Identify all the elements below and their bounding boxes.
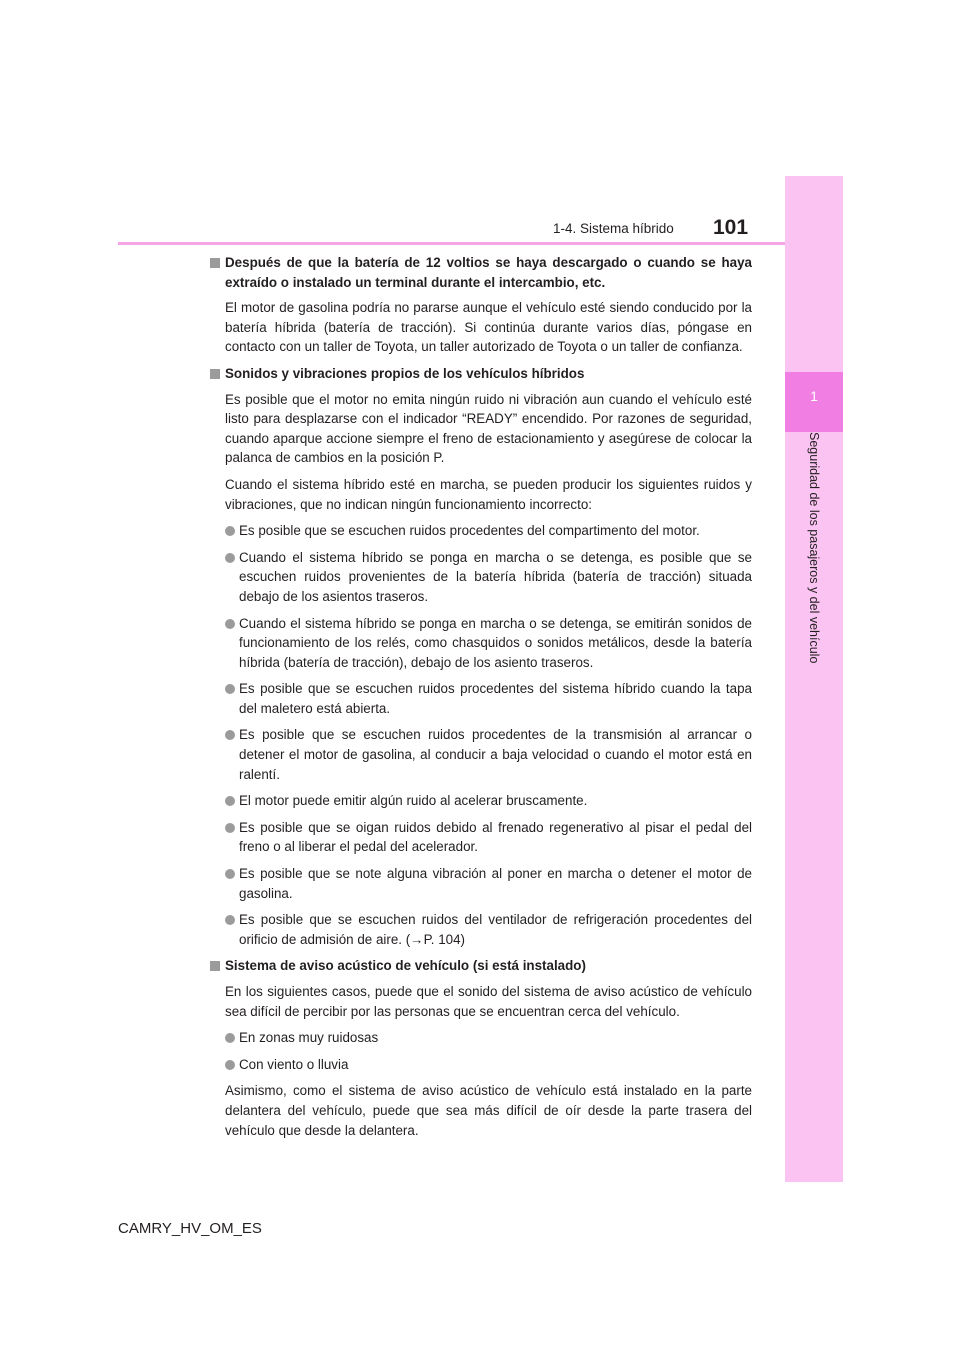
square-bullet-icon xyxy=(210,258,220,268)
circle-bullet-icon xyxy=(225,730,235,740)
section-heading-text: Sistema de aviso acústico de vehículo (si está instalado) xyxy=(225,958,586,974)
section-heading xyxy=(207,253,752,292)
circle-bullet-icon xyxy=(225,684,235,694)
chapter-sidebar xyxy=(785,176,843,1182)
list-item: Es posible que se oigan ruidos debido al frenado regenerativo al pisar el pedal del freno o al liberar el pedal del acelerador. xyxy=(225,818,752,857)
section-title: 1-4. Sistema híbrido xyxy=(553,221,674,236)
list-item: Es posible que se note alguna vibración al poner en marcha o detener el motor de gasolina. xyxy=(225,864,752,903)
section-heading-text: Después de que la batería de 12 voltios se haya descargado o cuando se haya extraído o instalado un terminal durante el intercambio, etc. xyxy=(225,255,752,290)
circle-bullet-icon xyxy=(225,915,235,925)
list-item: Cuando el sistema híbrido se ponga en marcha o se detenga, se emitirán sonidos de funcionamiento de los relés, como chasquidos o sonidos metálicos, desde la batería híbrida (batería de tracción), debajo de los asiento traseros. xyxy=(225,614,752,673)
paragraph: Es posible que el motor no emita ningún ruido ni vibración aun cuando el vehículo esté listo para desplazarse con el indicador “READY” encendido. Por razones de seguridad, cuando aparque accione siempre el freno de estacionamiento y asegúrese de colocar la palanca de cambios en la posición P. xyxy=(225,391,752,466)
list-item: Cuando el sistema híbrido se ponga en marcha o se detenga, es posible que se escuchen ruidos provenientes de la batería híbrida (batería de tracción) situada debajo de los asientos traseros. xyxy=(225,548,752,607)
paragraph: Asimismo, como el sistema de aviso acústico de vehículo está instalado en la parte delantera del vehículo, puede que sea más difícil de oír desde la parte trasera del vehículo que desde la delantera. xyxy=(225,1083,752,1138)
circle-bullet-icon xyxy=(225,526,235,536)
circle-bullet-icon xyxy=(225,1060,235,1070)
list-item: Es posible que se escuchen ruidos procedentes del sistema híbrido cuando la tapa del maletero está abierta. xyxy=(225,679,752,718)
list-item: Con viento o lluvia xyxy=(225,1055,752,1075)
list-item: Es posible que se escuchen ruidos procedentes de la transmisión al arrancar o detener el motor de gasolina, al conducir a baja velocidad o cuando el motor está en ralentí. xyxy=(225,725,752,784)
circle-bullet-icon xyxy=(225,1033,235,1043)
paragraph: El motor de gasolina podría no pararse aunque el vehículo esté siendo conducido por la batería híbrida (batería de tracción). Si continúa durante varios días, póngase en contacto con un taller de Toyota, un taller autorizado de Toyota o un taller de confianza. xyxy=(225,300,752,355)
chapter-label: Seguridad de los pasajeros y del vehículo xyxy=(807,432,821,664)
square-bullet-icon xyxy=(210,369,220,379)
circle-bullet-icon xyxy=(225,823,235,833)
list-item: Es posible que se escuchen ruidos procedentes del compartimento del motor. xyxy=(225,521,752,541)
circle-bullet-icon xyxy=(225,553,235,563)
chapter-number: 1 xyxy=(810,388,818,404)
paragraph: En los siguientes casos, puede que el sonido del sistema de aviso acústico de vehículo sea difícil de percibir por las personas que se encuentran cerca del vehículo. xyxy=(225,984,752,1019)
section-heading xyxy=(207,956,752,976)
square-bullet-icon xyxy=(210,961,220,971)
page-content xyxy=(207,253,752,1147)
header-rule xyxy=(118,242,785,245)
circle-bullet-icon xyxy=(225,619,235,629)
page-number: 101 xyxy=(713,216,749,239)
document-code: CAMRY_HV_OM_ES xyxy=(118,1220,262,1237)
list-item: En zonas muy ruidosas xyxy=(225,1028,752,1048)
paragraph: Cuando el sistema híbrido esté en marcha, se pueden producir los siguientes ruidos y vibraciones, que no indican ningún funcionamiento incorrecto: xyxy=(225,476,752,512)
section-heading-text: Sonidos y vibraciones propios de los vehículos híbridos xyxy=(225,365,585,381)
section-heading xyxy=(207,364,752,384)
list-item: El motor puede emitir algún ruido al acelerar bruscamente. xyxy=(225,791,752,811)
circle-bullet-icon xyxy=(225,796,235,806)
list-item: Es posible que se escuchen ruidos del ventilador de refrigeración procedentes del orificio de admisión de aire. (→P. 104) xyxy=(225,910,752,949)
circle-bullet-icon xyxy=(225,869,235,879)
